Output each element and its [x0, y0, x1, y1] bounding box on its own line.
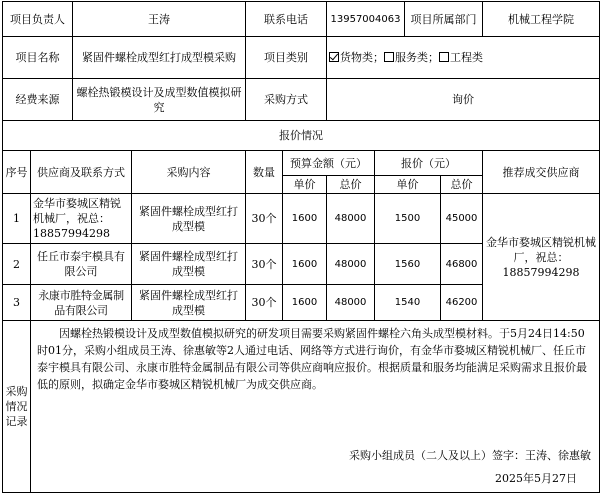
row-budget-unit: 1600 — [283, 194, 327, 244]
table-row — [3, 194, 600, 244]
record-signature: 采购小组成员（二人及以上）签字：王涛、徐惠敏 — [349, 449, 591, 462]
category-option-goods: 货物类； — [329, 51, 384, 64]
record-date: 2025年5月27日 — [495, 472, 577, 485]
row-supplier: 金华市婺城区精锐机械厂，祝总：18857994298 — [31, 194, 132, 244]
row-supplier: 永康市胜特金属制品有限公司 — [31, 285, 132, 321]
category-options — [327, 37, 600, 79]
row-no: 1 — [3, 194, 31, 244]
col-supplier-header: 供应商及联系方式 — [31, 151, 132, 194]
row-qty: 30个 — [246, 194, 283, 244]
row-quote-header — [3, 151, 600, 176]
row-budget-unit: 1600 — [283, 244, 327, 285]
offer-unit-header: 单价 — [375, 176, 441, 194]
offer-total-header: 总价 — [441, 176, 483, 194]
category-option-service: 服务类； — [384, 51, 439, 64]
row-budget-unit: 1600 — [283, 285, 327, 321]
row-leader — [3, 2, 600, 37]
record-label: 采购情况记录 — [3, 321, 31, 493]
dept-value: 机械工程学院 — [483, 2, 600, 37]
leader-label: 项目负责人 — [3, 2, 73, 37]
row-budget-total: 48000 — [327, 244, 375, 285]
checkbox-checked-icon — [329, 52, 339, 62]
project-name-value: 紧固件螺栓成型红打成型模采购 — [73, 37, 246, 79]
row-offer-total: 46200 — [441, 285, 483, 321]
quote-section-title: 报价情况 — [3, 121, 600, 151]
leader-value: 王涛 — [73, 2, 246, 37]
row-record — [3, 321, 600, 493]
procurement-table — [2, 1, 600, 493]
dept-label: 项目所属部门 — [405, 2, 483, 37]
row-quote-title — [3, 121, 600, 151]
phone-label: 联系电话 — [246, 2, 327, 37]
method-value: 询价 — [327, 79, 600, 121]
row-funding — [3, 79, 600, 121]
row-offer-total: 46800 — [441, 244, 483, 285]
record-content — [31, 321, 600, 493]
row-no: 2 — [3, 244, 31, 285]
col-no-header: 序号 — [3, 151, 31, 194]
funding-value: 螺栓热锻模设计及成型数值模拟研究 — [73, 79, 246, 121]
row-budget-total: 48000 — [327, 194, 375, 244]
row-project-name — [3, 37, 600, 79]
row-offer-unit: 1560 — [375, 244, 441, 285]
budget-total-header: 总价 — [327, 176, 375, 194]
row-content: 紧固件螺栓成型红打成型模 — [132, 285, 246, 321]
row-no: 3 — [3, 285, 31, 321]
row-content: 紧固件螺栓成型红打成型模 — [132, 244, 246, 285]
procurement-record-document — [2, 1, 599, 493]
row-qty: 30个 — [246, 244, 283, 285]
project-name-label: 项目名称 — [3, 37, 73, 79]
col-budget-header: 预算金额（元） — [283, 151, 375, 176]
row-qty: 30个 — [246, 285, 283, 321]
row-budget-total: 48000 — [327, 285, 375, 321]
col-recommend-header: 推荐成交供应商 — [483, 151, 600, 194]
row-supplier: 任丘市泰宇模具有限公司 — [31, 244, 132, 285]
col-offer-header: 报价（元） — [375, 151, 483, 176]
row-offer-unit: 1540 — [375, 285, 441, 321]
phone-value: 13957004063 — [327, 2, 405, 37]
recommended-supplier: 金华市婺城区精锐机械厂，祝总：18857994298 — [483, 194, 600, 321]
checkbox-icon — [439, 52, 449, 62]
col-qty-header: 数量 — [246, 151, 283, 194]
category-option-engineering: 工程类 — [439, 51, 483, 64]
funding-label: 经费来源 — [3, 79, 73, 121]
budget-unit-header: 单价 — [283, 176, 327, 194]
row-offer-total: 45000 — [441, 194, 483, 244]
category-label: 项目类别 — [246, 37, 327, 79]
record-body: 因螺栓热锻模设计及成型数值模拟研究的研发项目需要采购紧固件螺栓六角头成型模材料。于5月24日14:50时01分，采购小组成员王涛、徐惠敏等2人通过电话、网络等方式进行询价，有金华市婺城区精锐机械厂、任丘市泰宇模具有限公司、永康市胜特金属制品有限公司等供应商响应报价。根据质量和服务均能满足采购需求且报价最低的原则，拟确定金华市婺城区精锐机械厂为成交供应商。 — [37, 327, 587, 391]
checkbox-icon — [384, 52, 394, 62]
col-content-header: 采购内容 — [132, 151, 246, 194]
method-label: 采购方式 — [246, 79, 327, 121]
row-content: 紧固件螺栓成型红打成型模 — [132, 194, 246, 244]
row-offer-unit: 1500 — [375, 194, 441, 244]
